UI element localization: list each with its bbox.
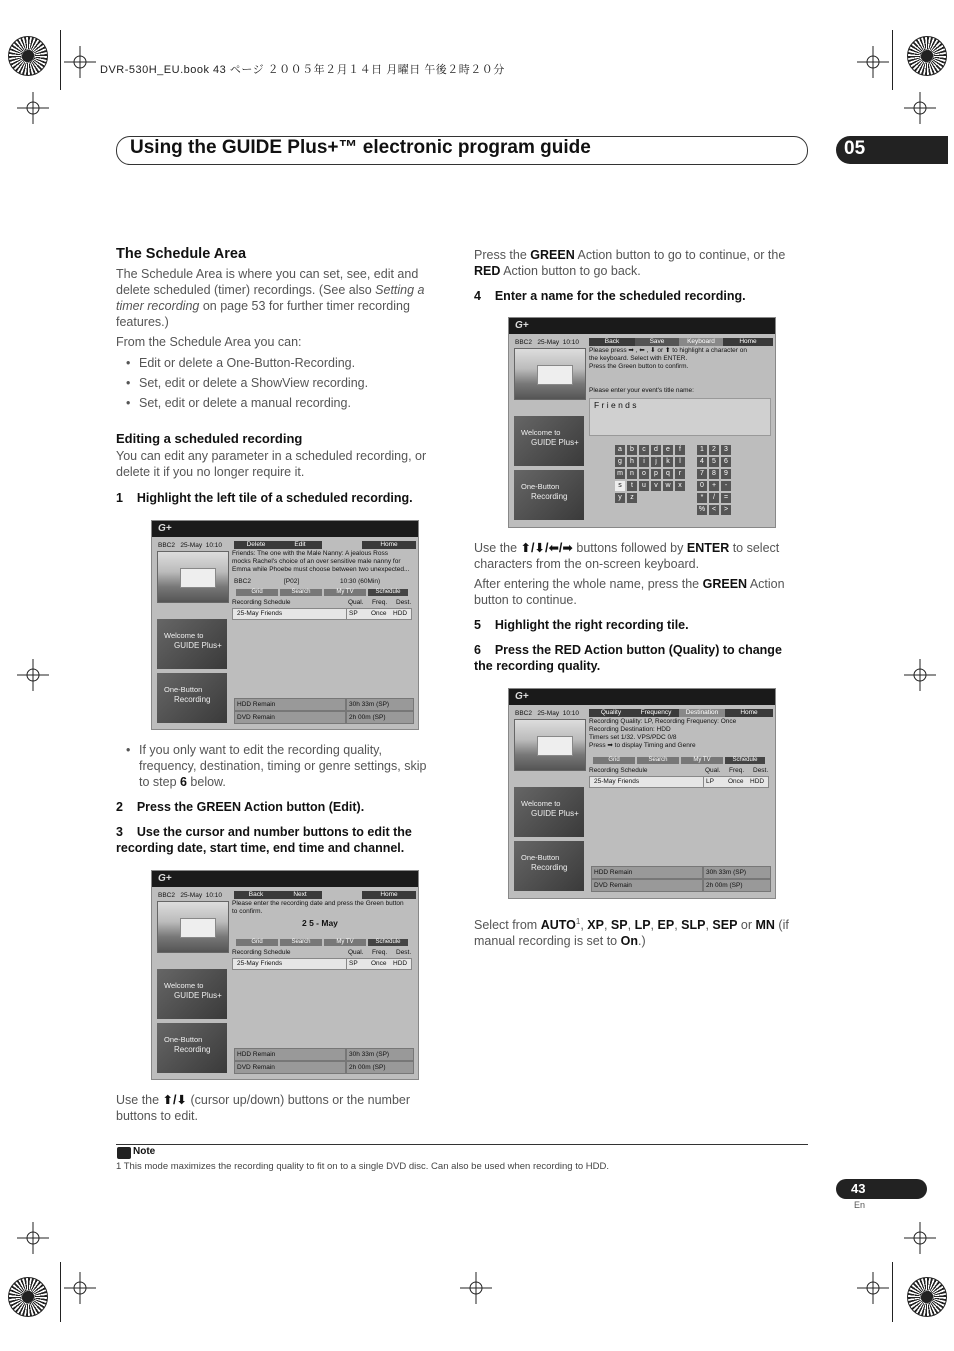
- keyboard-key[interactable]: g: [615, 457, 625, 467]
- keyboard-key[interactable]: y: [615, 493, 625, 503]
- program-slot: 10:30 (60Min): [340, 578, 381, 585]
- chapter-number: 05: [844, 138, 866, 159]
- recording-info: Recording Quality: LP, Recording Frequency: Once Recording Destination: HDD Timers set 1/32. VPS/PDC 0/8 Press ➡ to display Timing and Genre: [589, 718, 737, 749]
- hdd-remain-value: 30h 33m (SP): [346, 1048, 414, 1061]
- from-text: From the Schedule Area you can:: [116, 335, 302, 349]
- screen-header: [152, 521, 418, 537]
- quality-button[interactable]: Quality: [589, 709, 633, 717]
- search-tab[interactable]: Search: [280, 589, 322, 596]
- step-4: 4 Enter a name for the scheduled recording.: [474, 289, 746, 303]
- edit-paragraph: You can edit any parameter in a scheduled recording, or delete it if you no longer require it.: [116, 449, 427, 479]
- dvd-remain-label: DVD Remain: [234, 711, 346, 724]
- keyboard-key[interactable]: k: [663, 457, 673, 467]
- search-tab[interactable]: Search: [280, 939, 322, 946]
- hdd-remain-label: HDD Remain: [591, 866, 703, 879]
- one-button-tile[interactable]: One-Button Recording: [514, 470, 584, 520]
- keyboard-key[interactable]: >: [721, 505, 731, 515]
- preview-thumbnail: [514, 719, 586, 771]
- screenshot-quality: [508, 688, 776, 899]
- screen-header: [509, 689, 775, 705]
- use-arrows-text: Use the ⬆/⬇/⬅/➡ buttons followed by ENTER to select characters from the on-screen keyboard.: [474, 541, 780, 571]
- qual-header: Qual.: [348, 599, 364, 606]
- keyboard-key[interactable]: 9: [721, 469, 731, 479]
- keyboard-key[interactable]: %: [698, 506, 706, 513]
- recording-schedule-label: Recording Schedule: [589, 767, 648, 774]
- keyboard-key[interactable]: 3: [721, 445, 731, 455]
- schedule-tab[interactable]: Schedule: [368, 589, 408, 596]
- keyboard-key[interactable]: w: [663, 481, 673, 491]
- qual-header: Qual.: [705, 767, 721, 774]
- keyboard-key[interactable]: u: [639, 481, 649, 491]
- keyboard-key[interactable]: a: [615, 445, 625, 455]
- schedule-row-right-tile[interactable]: SP Once HDD: [346, 608, 412, 620]
- keyboard-key[interactable]: 6: [721, 457, 731, 467]
- keyboard-key[interactable]: s: [615, 481, 625, 491]
- step-3: 3 Use the cursor and number buttons to edit the recording date, start time, end time and channel.: [116, 825, 412, 855]
- note-divider: [116, 1144, 808, 1145]
- back-button[interactable]: Back: [234, 891, 278, 899]
- grid-tab[interactable]: Grid: [593, 757, 635, 764]
- keyboard-key[interactable]: d: [651, 445, 661, 455]
- dvd-remain-label: DVD Remain: [591, 879, 703, 892]
- keyboard-key[interactable]: o: [639, 469, 649, 479]
- step-1: 1 Highlight the left tile of a scheduled recording.: [116, 491, 413, 505]
- preview-thumbnail: [157, 551, 229, 603]
- keyboard-key[interactable]: j: [651, 457, 661, 467]
- chapter-tab: [836, 136, 948, 164]
- keyboard-key[interactable]: t: [627, 481, 637, 491]
- destination-button[interactable]: Destination: [679, 709, 725, 717]
- dest-header: Dest.: [396, 599, 412, 606]
- one-button-tile[interactable]: One-Button Recording: [157, 1023, 227, 1073]
- bullet-item: • Set, edit or delete a ShowView recording.: [116, 375, 368, 391]
- bullet-item: • Set, edit or delete a manual recording.: [116, 395, 351, 411]
- edit-button[interactable]: Edit: [278, 541, 322, 549]
- program-code: [P02]: [284, 578, 300, 585]
- keyboard-key[interactable]: =: [721, 493, 731, 503]
- keyboard-key[interactable]: i: [639, 457, 649, 467]
- home-button[interactable]: Home: [725, 709, 773, 717]
- dvd-remain-value: 2h 00m (SP): [346, 711, 414, 724]
- hdd-remain-label: HDD Remain: [234, 1048, 346, 1061]
- name-input[interactable]: F r i e n d s: [589, 398, 771, 436]
- subheading: Editing a scheduled recording: [116, 431, 303, 446]
- qual-header: Qual.: [348, 949, 364, 956]
- step-5: 5 Highlight the right recording tile.: [474, 618, 689, 632]
- screen-channel: BBC2 25-May 10:10: [515, 339, 579, 346]
- delete-button[interactable]: Delete: [234, 541, 278, 549]
- print-header: DVR-530H_EU.book 43 ページ ２００５年２月１４日 月曜日 午後２時２０分: [100, 64, 505, 76]
- note-pencil-icon: [117, 1147, 131, 1159]
- schedule-row-left-tile[interactable]: 25-May Friends: [232, 608, 348, 620]
- frequency-button[interactable]: Frequency: [633, 709, 679, 717]
- schedule-tab[interactable]: Schedule: [725, 757, 765, 764]
- preview-thumbnail: [514, 348, 586, 400]
- after-entering-text: After entering the whole name, press the GREEN Action button to continue.: [474, 577, 785, 607]
- grid-tab[interactable]: Grid: [236, 589, 278, 596]
- screenshot-date-entry: [151, 870, 419, 1080]
- keyboard-button[interactable]: Keyboard: [679, 338, 723, 346]
- screen-channel: BBC2 25-May 10:10: [158, 542, 222, 549]
- keyboard-key[interactable]: e: [663, 445, 673, 455]
- bullet-skip-note: • If you only want to edit the recording quality, frequency, destination, timing or genre settings, skip to step 6 below.: [116, 742, 475, 790]
- page-number: 43: [851, 1181, 866, 1196]
- mytv-tab[interactable]: My TV: [324, 939, 366, 946]
- home-button[interactable]: Home: [362, 891, 416, 899]
- welcome-tile[interactable]: Welcome to GUIDE Plus+: [157, 969, 227, 1019]
- dest-header: Dest.: [753, 767, 769, 774]
- keyboard-key[interactable]: f: [675, 445, 685, 455]
- keyboard-key[interactable]: 4: [697, 457, 707, 467]
- keyboard-instructions: Please press ➡ , ⬅ , ⬇ or ⬆ to highlight a character on the keyboard. Select with ENTER. Press the Green button to confirm.: [589, 347, 747, 370]
- schedule-tab[interactable]: Schedule: [368, 939, 408, 946]
- keyboard-key[interactable]: c: [639, 445, 649, 455]
- schedule-row-left-tile[interactable]: 25-May Friends: [232, 958, 348, 970]
- freq-header: Freq.: [729, 767, 745, 774]
- footnote: 1 This mode maximizes the recording quality to fit on to a single DVD disc. Can also be used when recording to HDD.: [116, 1161, 610, 1172]
- keyboard-key[interactable]: /: [709, 493, 719, 503]
- search-tab[interactable]: Search: [637, 757, 679, 764]
- use-updown-text: Use the ⬆/⬇ (cursor up/down) buttons or the number buttons to edit.: [116, 1093, 411, 1123]
- keyboard-key[interactable]: b: [627, 445, 637, 455]
- keyboard-key[interactable]: m: [615, 469, 625, 479]
- screen-channel: BBC2 25-May 10:10: [515, 710, 579, 717]
- guide-plus-logo: G+: [515, 691, 529, 702]
- program-description: Friends: The one with the Male Nanny: A jealous Ross mocks Rachel's choice of an over sensitive male nanny for Emma while Phoebe must choose between two unexpected...: [232, 550, 410, 573]
- keyboard-key[interactable]: 1: [697, 445, 707, 455]
- one-button-tile[interactable]: One-Button Recording: [157, 673, 227, 723]
- preview-thumbnail: [157, 901, 229, 953]
- keyboard-key[interactable]: z: [627, 493, 637, 503]
- mytv-tab[interactable]: My TV: [681, 757, 723, 764]
- keyboard-key[interactable]: 0: [697, 481, 707, 491]
- back-button[interactable]: Back: [589, 338, 635, 346]
- instruction-text: Please enter the recording date and press the Green button to confirm.: [232, 900, 404, 915]
- screen-header: [152, 871, 418, 887]
- screenshot-name-keyboard: [508, 317, 776, 528]
- screenshot-schedule-edit: [151, 520, 419, 730]
- keyboard-key[interactable]: 7: [697, 469, 707, 479]
- home-button[interactable]: Home: [362, 541, 416, 549]
- schedule-row-right-tile[interactable]: SP Once HDD: [346, 958, 412, 970]
- screen-channel: BBC2 25-May 10:10: [158, 892, 222, 899]
- one-button-tile[interactable]: One-Button Recording: [514, 841, 584, 891]
- page-number-tab: [836, 1179, 927, 1199]
- schedule-row-right-tile[interactable]: LP Once HDD: [703, 776, 769, 788]
- hdd-remain-value: 30h 33m (SP): [346, 698, 414, 711]
- bullet-item: • Edit or delete a One-Button-Recording.: [116, 355, 355, 371]
- mytv-tab[interactable]: My TV: [324, 589, 366, 596]
- intro-paragraph: The Schedule Area is where you can set, see, edit and delete scheduled (timer) recordings. (See also Setting a timer recording on page 53 for further timer recording features.): [116, 267, 425, 329]
- keyboard-key[interactable]: n: [627, 469, 637, 479]
- dvd-remain-value: 2h 00m (SP): [346, 1061, 414, 1074]
- dvd-remain-value: 2h 00m (SP): [703, 879, 771, 892]
- guide-plus-logo: G+: [158, 523, 172, 534]
- keyboard-key[interactable]: r: [675, 469, 685, 479]
- name-prompt: Please enter your event's title name:: [589, 387, 694, 394]
- freq-header: Freq.: [372, 949, 388, 956]
- save-button[interactable]: Save: [635, 338, 679, 346]
- recording-schedule-label: Recording Schedule: [232, 599, 291, 606]
- welcome-tile[interactable]: Welcome to GUIDE Plus+: [514, 787, 584, 837]
- hdd-remain-value: 30h 33m (SP): [703, 866, 771, 879]
- keyboard-key[interactable]: x: [675, 481, 685, 491]
- note-label: Note: [133, 1146, 156, 1157]
- dvd-remain-label: DVD Remain: [234, 1061, 346, 1074]
- welcome-tile[interactable]: Welcome to GUIDE Plus+: [514, 416, 584, 466]
- home-button[interactable]: Home: [723, 338, 773, 346]
- program-channel: BBC2: [234, 578, 251, 585]
- step-2: 2 Press the GREEN Action button (Edit).: [116, 800, 365, 814]
- date-entry-field[interactable]: 2 5 - May: [302, 918, 338, 928]
- keyboard-key[interactable]: 5: [709, 457, 719, 467]
- schedule-row-left-tile[interactable]: 25-May Friends: [589, 776, 705, 788]
- keyboard-key[interactable]: l: [675, 457, 685, 467]
- page-title: Using the GUIDE Plus+™ electronic program guide: [130, 137, 591, 158]
- keyboard-key[interactable]: 8: [709, 469, 719, 479]
- guide-plus-logo: G+: [515, 320, 529, 331]
- press-green-text: Press the GREEN Action button to go to continue, or the RED Action button to go back.: [474, 248, 786, 278]
- step-6: 6 Press the RED Action button (Quality) to change the recording quality.: [474, 643, 782, 673]
- next-button[interactable]: Next: [278, 891, 322, 899]
- keyboard-key[interactable]: -: [721, 481, 731, 491]
- dest-header: Dest.: [396, 949, 412, 956]
- welcome-tile[interactable]: Welcome to GUIDE Plus+: [157, 619, 227, 669]
- keyboard-key[interactable]: v: [651, 481, 661, 491]
- recording-schedule-label: Recording Schedule: [232, 949, 291, 956]
- keyboard-key[interactable]: 2: [709, 445, 719, 455]
- screen-header: [509, 318, 775, 334]
- select-from-text: Select from AUTO$^1$, XP, SP, LP, EP, SLP, SEP or MN (if manual recording is set to On.): [474, 917, 789, 949]
- freq-header: Freq.: [372, 599, 388, 606]
- guide-plus-logo: G+: [158, 873, 172, 884]
- section-heading: The Schedule Area: [116, 246, 247, 262]
- grid-tab[interactable]: Grid: [236, 939, 278, 946]
- keyboard-key[interactable]: q: [663, 469, 673, 479]
- keyboard-key[interactable]: h: [627, 457, 637, 467]
- language-code: En: [854, 1200, 866, 1210]
- keyboard-key[interactable]: p: [651, 469, 661, 479]
- keyboard-key[interactable]: *: [697, 493, 707, 503]
- keyboard-key[interactable]: <: [709, 505, 719, 515]
- keyboard-key[interactable]: +: [709, 481, 719, 491]
- hdd-remain-label: HDD Remain: [234, 698, 346, 711]
